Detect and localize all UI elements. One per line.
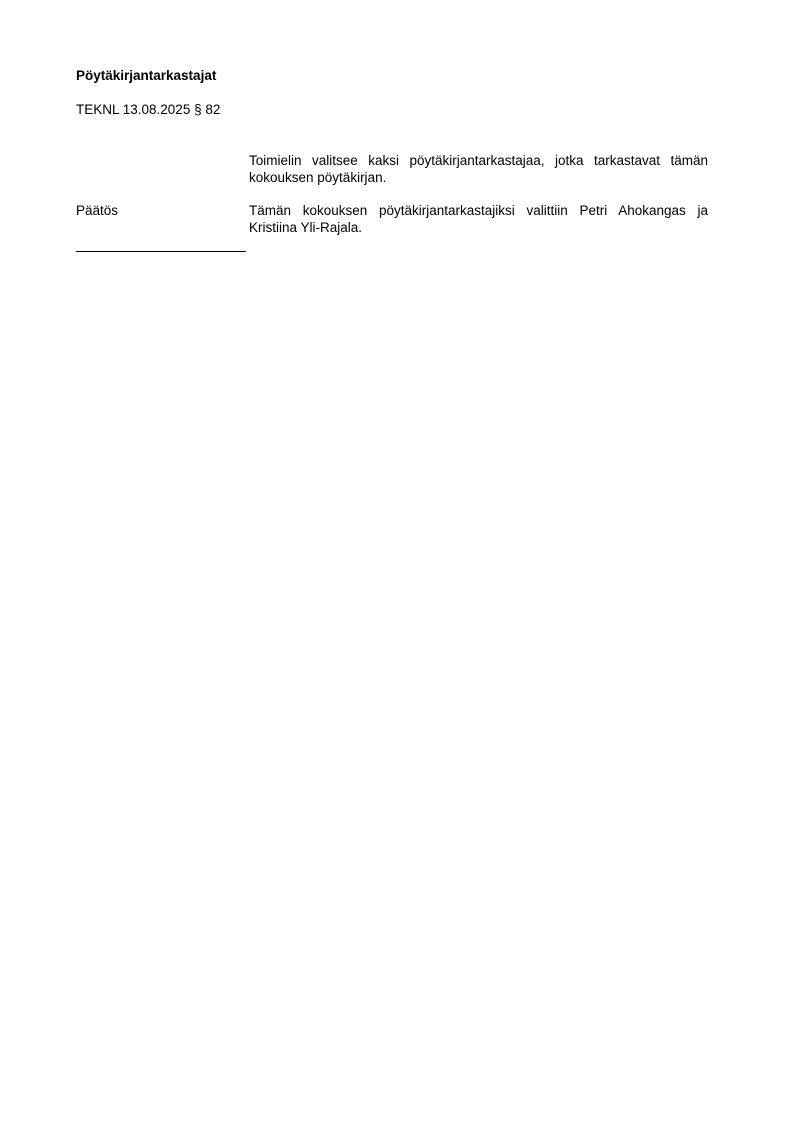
- meeting-reference: TEKNL 13.08.2025 § 82: [76, 102, 221, 117]
- decision-label: Päätös: [76, 203, 119, 218]
- section-divider: [76, 251, 246, 252]
- decision-text: Tämän kokouksen pöytäkirjantarkastajiksi valittiin Petri Ahokangas ja Kristiina Yli-Rajala.: [249, 203, 708, 235]
- document-title: Pöytäkirjantarkastajat: [76, 68, 217, 83]
- proposal-text: Toimielin valitsee kaksi pöytäkirjantarkastajaa, jotka tarkastavat tämän kokouksen pöytäkirjan.: [249, 153, 708, 185]
